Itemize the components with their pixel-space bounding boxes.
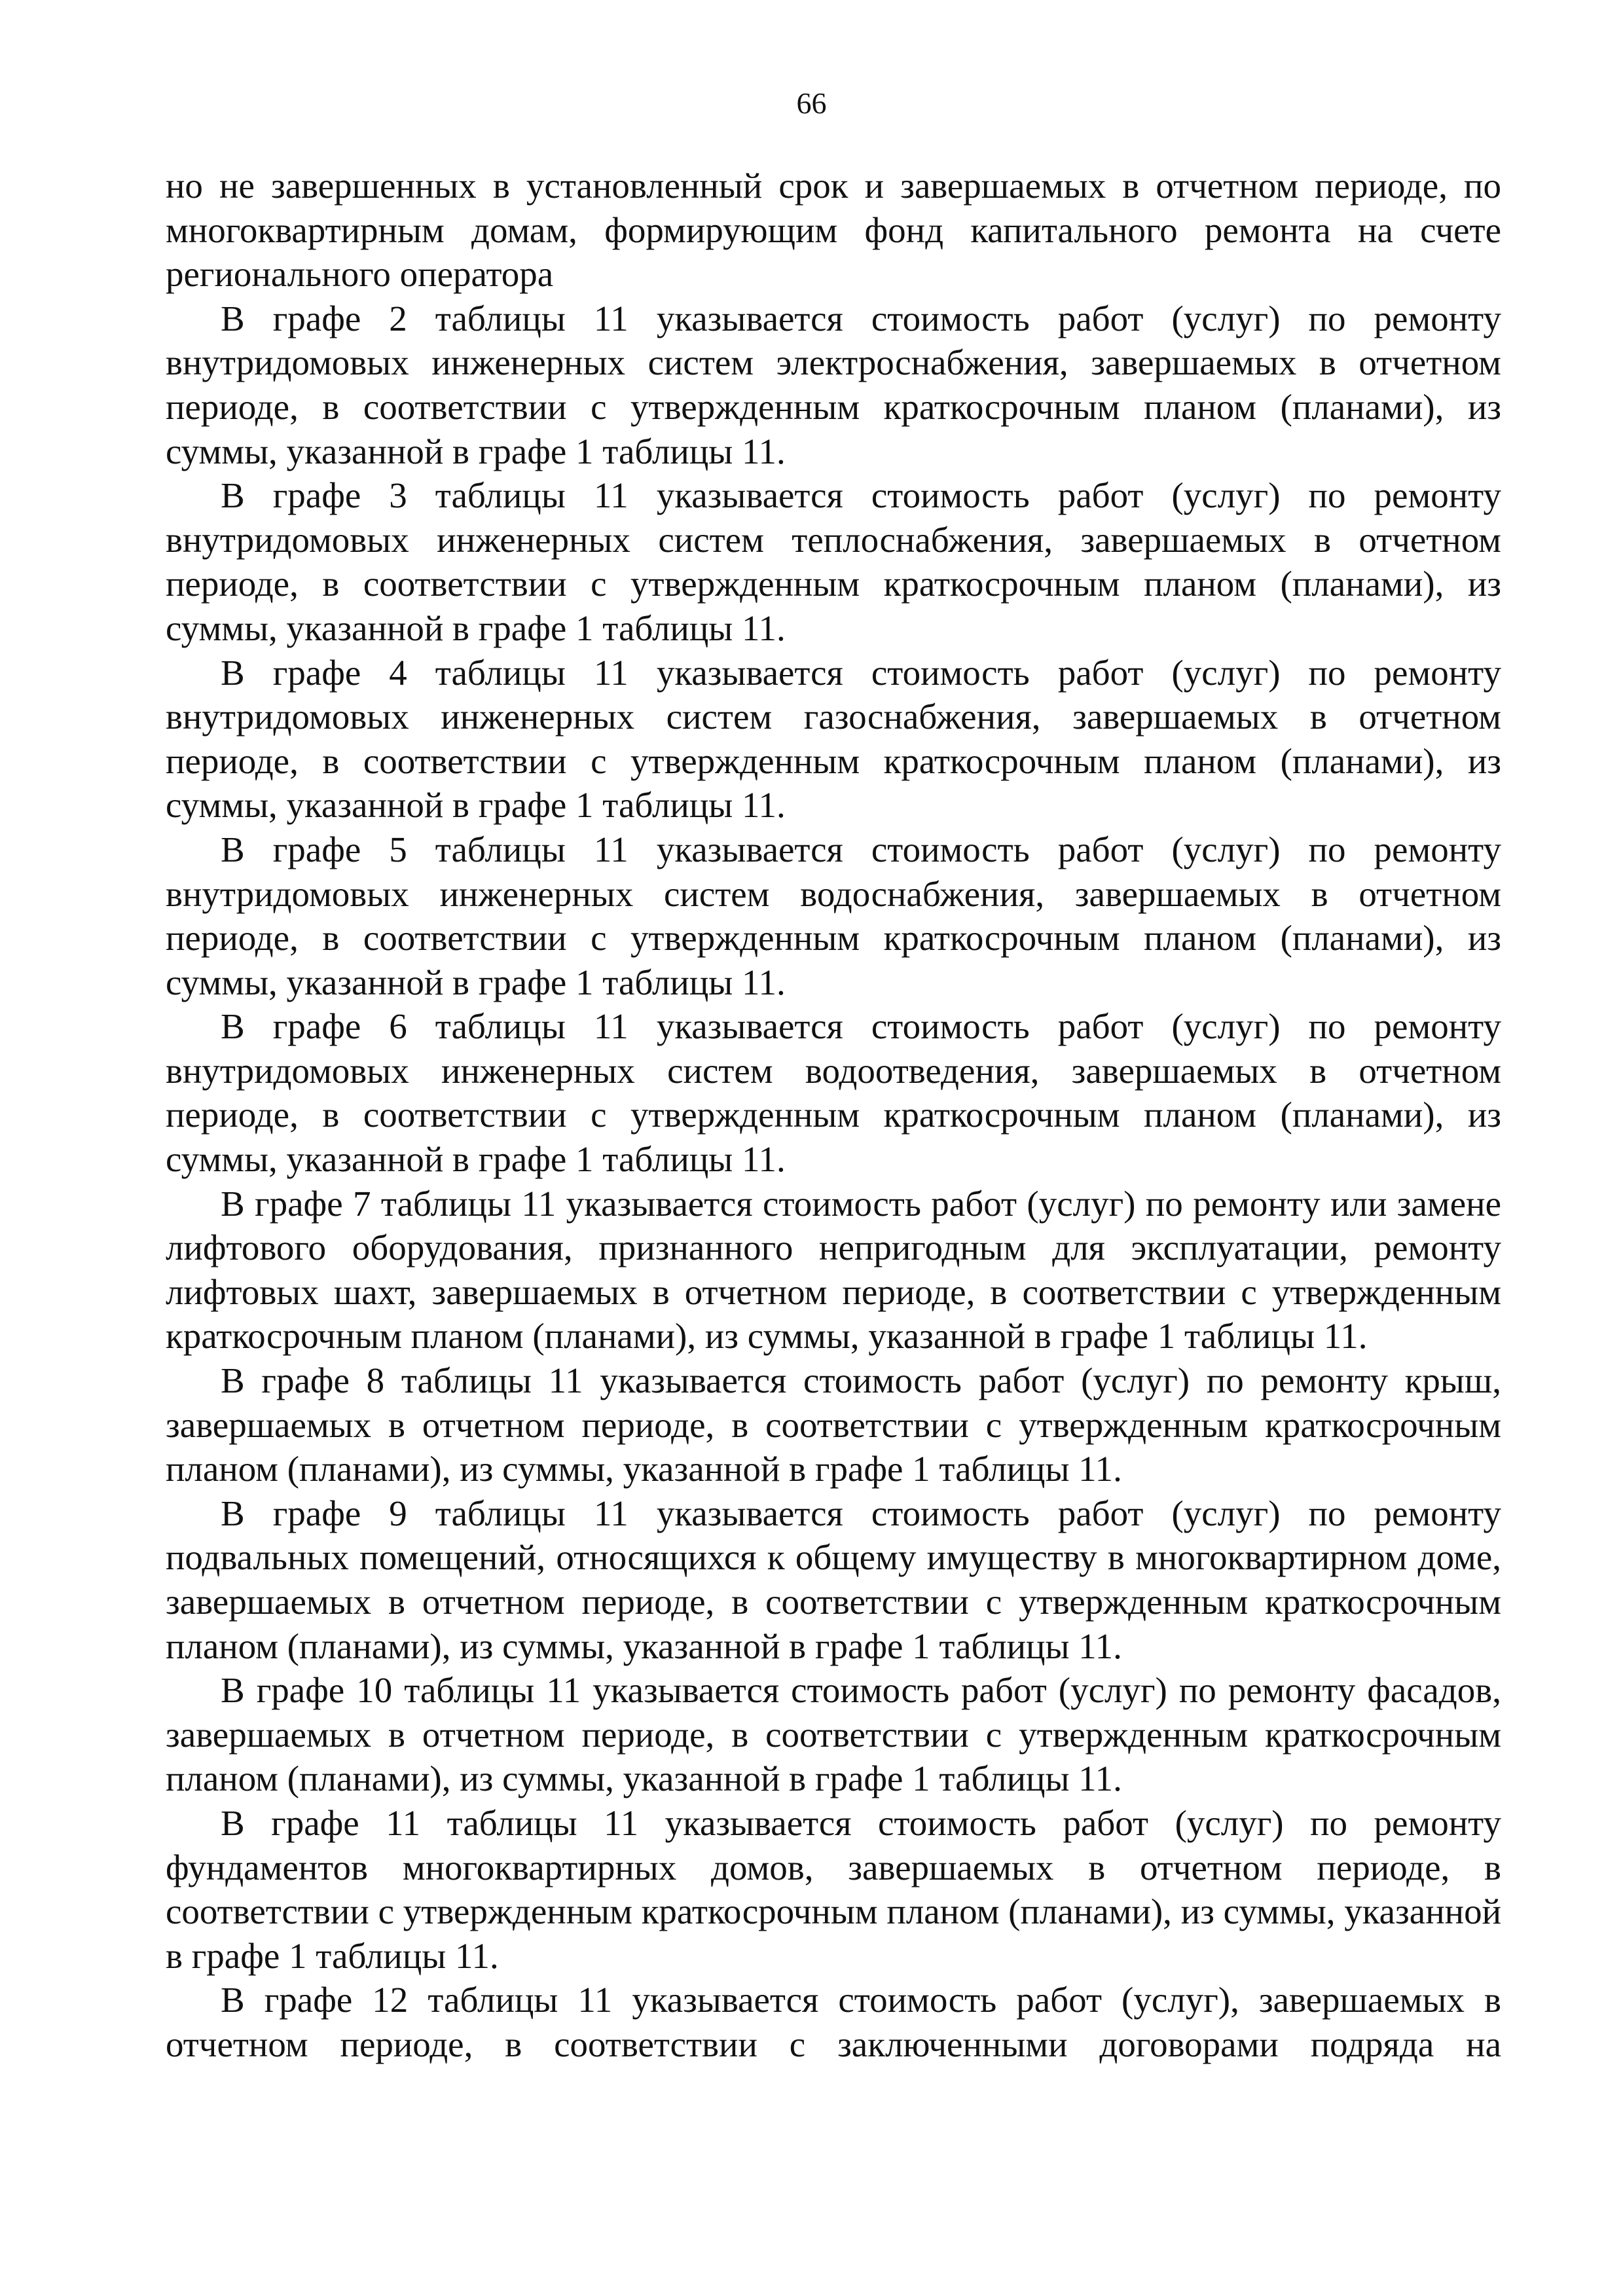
paragraph-column-5: В графе 5 таблицы 11 указывается стоимость работ (услуг) по ремонту внутридомовых инженерных систем водоснабжения, завершаемых в отчетном периоде, в соответствии с утвержденным краткосрочным планом (планами), из суммы, указанной в графе 1 таблицы 11. — [166, 829, 1501, 1002]
paragraph-column-11: В графе 11 таблицы 11 указывается стоимость работ (услуг) по ремонту фундаментов многоквартирных домов, завершаемых в отчетном периоде, в соответствии с утвержденным краткосрочным планом (планами), из суммы, указанной в графе 1 таблицы 11. — [166, 1802, 1501, 1976]
paragraph-column-6: В графе 6 таблицы 11 указывается стоимость работ (услуг) по ремонту внутридомовых инженерных систем водоотведения, завершаемых в отчетном периоде, в соответствии с утвержденным краткосрочным планом (планами), из суммы, указанной в графе 1 таблицы 11. — [166, 1006, 1501, 1180]
paragraph-column-12: В графе 12 таблицы 11 указывается стоимость работ (услуг), завершаемых в отчетном периоде, в соответствии с заключенными договорами подряда на — [166, 1980, 1501, 2064]
paragraph-column-2: В графе 2 таблицы 11 указывается стоимость работ (услуг) по ремонту внутридомовых инженерных систем электроснабжения, завершаемых в отчетном периоде, в соответствии с утвержденным краткосрочным планом (планами), из суммы, указанной в графе 1 таблицы 11. — [166, 298, 1501, 471]
paragraph-column-7: В графе 7 таблицы 11 указывается стоимость работ (услуг) по ремонту или замене лифтового оборудования, признанного непригодным для эксплуатации, ремонту лифтовых шахт, завершаемых в отчетном периоде, в соответствии с утвержденным краткосрочным планом (планами), из суммы, указанной в графе 1 таблицы 11. — [166, 1183, 1501, 1357]
paragraph-column-9: В графе 9 таблицы 11 указывается стоимость работ (услуг) по ремонту подвальных помещений, относящихся к общему имуществу в многоквартирном доме, завершаемых в отчетном периоде, в соответствии с утвержденным краткосрочным планом (планами), из суммы, указанной в графе 1 таблицы 11. — [166, 1493, 1501, 1666]
document-body — [166, 164, 1501, 2067]
page-number: 66 — [796, 86, 827, 120]
paragraph-column-10: В графе 10 таблицы 11 указывается стоимость работ (услуг) по ремонту фасадов, завершаемых в отчетном периоде, в соответствии с утвержденным краткосрочным планом (планами), из суммы, указанной в графе 1 таблицы 11. — [166, 1670, 1501, 1799]
paragraph-column-3: В графе 3 таблицы 11 указывается стоимость работ (услуг) по ремонту внутридомовых инженерных систем теплоснабжения, завершаемых в отчетном периоде, в соответствии с утвержденным краткосрочным планом (планами), из суммы, указанной в графе 1 таблицы 11. — [166, 475, 1501, 648]
paragraph-column-4: В графе 4 таблицы 11 указывается стоимость работ (услуг) по ремонту внутридомовых инженерных систем газоснабжения, завершаемых в отчетном периоде, в соответствии с утвержденным краткосрочным планом (планами), из суммы, указанной в графе 1 таблицы 11. — [166, 652, 1501, 826]
paragraph-column-8: В графе 8 таблицы 11 указывается стоимость работ (услуг) по ремонту крыш, завершаемых в отчетном периоде, в соответствии с утвержденным краткосрочным планом (планами), из суммы, указанной в графе 1 таблицы 11. — [166, 1360, 1501, 1489]
paragraph-continuation: но не завершенных в установленный срок и завершаемых в отчетном периоде, по многоквартирным домам, формирующим фонд капитального ремонта на счете регионального оператора — [166, 166, 1501, 295]
